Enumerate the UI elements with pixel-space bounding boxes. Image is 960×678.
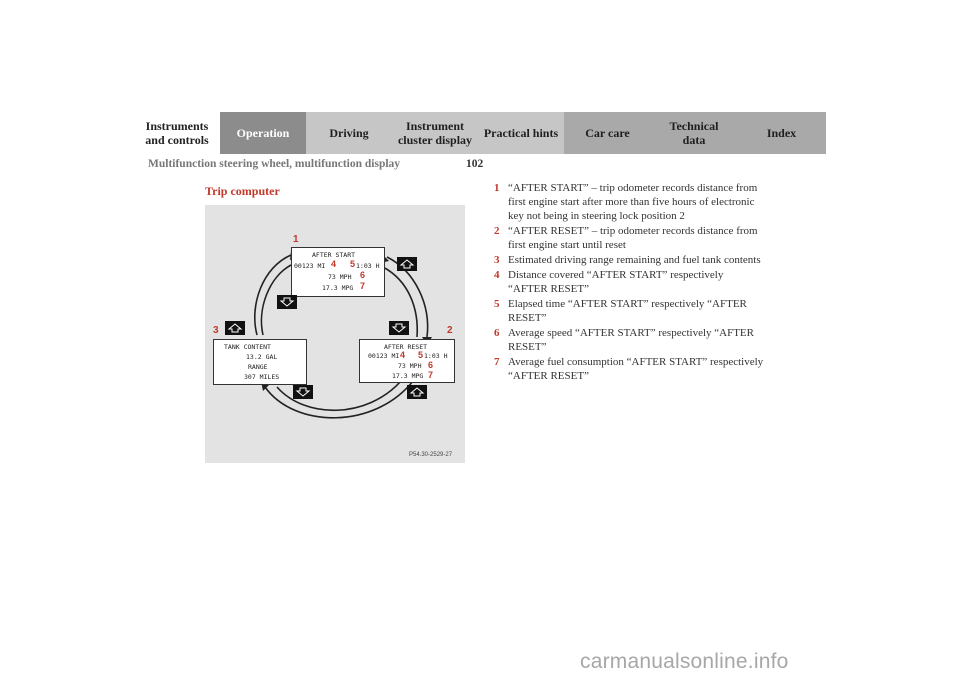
display-after-reset: [359, 339, 455, 383]
button-up-icon: [225, 321, 245, 335]
tank-gallons: 13.2 GAL: [246, 353, 278, 361]
label-6: 6: [428, 360, 434, 370]
label-6: 6: [360, 270, 366, 280]
figure-label-2: 2: [447, 325, 453, 336]
button-down-icon: [389, 321, 409, 335]
tab-car-care[interactable]: Car care: [564, 112, 651, 154]
after-reset-fuel: 17.3 MPG: [392, 372, 424, 380]
tank-title: TANK CONTENT: [224, 343, 271, 351]
figure-label-1: 1: [293, 234, 299, 245]
item-number: 5: [494, 298, 500, 310]
label-4: 4: [400, 350, 406, 360]
page-number: 102: [466, 158, 484, 170]
after-reset-time: 1:03 H: [424, 352, 448, 360]
button-down-icon: [293, 385, 313, 399]
button-up-icon: [397, 257, 417, 271]
figure-caption: P54.30-2529-27: [409, 452, 453, 458]
label-7: 7: [360, 281, 366, 291]
display-tank-content: [213, 339, 307, 385]
tab-practical-hints[interactable]: Practical hints: [478, 112, 564, 154]
item-number: 2: [494, 225, 500, 237]
after-reset-speed: 73 MPH: [398, 362, 422, 370]
list-item: [494, 355, 764, 383]
after-start-distance: 00123 MI: [294, 262, 326, 270]
item-number: 7: [494, 356, 500, 368]
item-text: Distance covered “AFTER START” respectively “AFTER RESET”: [508, 269, 724, 295]
list-item: [494, 326, 764, 354]
item-number: 4: [494, 269, 500, 281]
label-5: 5: [418, 350, 424, 360]
page-title: Multifunction steering wheel, multifunction display: [148, 158, 401, 170]
label-4: 4: [331, 259, 337, 269]
tank-range-value: 307 MILES: [244, 373, 280, 381]
list-item: [494, 224, 764, 252]
item-text: Average fuel consumption “AFTER START” respectively “AFTER RESET”: [508, 356, 764, 382]
item-number: 6: [494, 327, 500, 339]
display-after-start: [291, 247, 385, 297]
after-start-fuel: 17.3 MPG: [322, 284, 354, 292]
top-navigation: [134, 112, 826, 154]
legend-list: [494, 181, 764, 384]
after-reset-distance: 00123 MI: [368, 352, 400, 360]
button-up-icon: [407, 385, 427, 399]
list-item: [494, 253, 764, 267]
label-5: 5: [350, 259, 356, 269]
tab-index[interactable]: Index: [737, 112, 826, 154]
item-text: Elapsed time “AFTER START” respectively “AFTER RESET”: [508, 298, 747, 324]
tab-operation[interactable]: Operation: [220, 112, 306, 154]
watermark: carmanualsonline.info: [580, 650, 789, 673]
after-start-title: AFTER START: [312, 251, 356, 259]
item-text: “AFTER RESET” – trip odometer records distance from first engine start until reset: [508, 225, 758, 251]
item-text: “AFTER START” – trip odometer records distance from first engine start after more than five hours of electronic key not being in steering lock position 2: [508, 182, 758, 222]
item-text: Estimated driving range remaining and fuel tank contents: [508, 254, 761, 266]
after-reset-title: AFTER RESET: [384, 343, 428, 351]
section-title: Trip computer: [205, 184, 280, 198]
list-item: [494, 297, 764, 325]
tab-instruments-and-controls[interactable]: Instruments and controls: [134, 112, 220, 154]
after-start-speed: 73 MPH: [328, 273, 352, 281]
button-down-icon: [277, 295, 297, 309]
after-start-time: 1:03 H: [356, 262, 380, 270]
figure-label-3: 3: [213, 325, 219, 336]
tab-technical-data[interactable]: Technical data: [651, 112, 737, 154]
tank-range-label: RANGE: [248, 363, 268, 371]
item-number: 1: [494, 182, 500, 194]
tab-instrument-cluster-display[interactable]: Instrument cluster display: [392, 112, 478, 154]
item-number: 3: [494, 254, 500, 266]
item-text: Average speed “AFTER START” respectively “AFTER RESET”: [508, 327, 754, 353]
list-item: [494, 181, 764, 223]
label-7: 7: [428, 370, 434, 380]
trip-computer-figure: [205, 205, 465, 463]
tab-driving[interactable]: Driving: [306, 112, 392, 154]
list-item: [494, 268, 764, 296]
